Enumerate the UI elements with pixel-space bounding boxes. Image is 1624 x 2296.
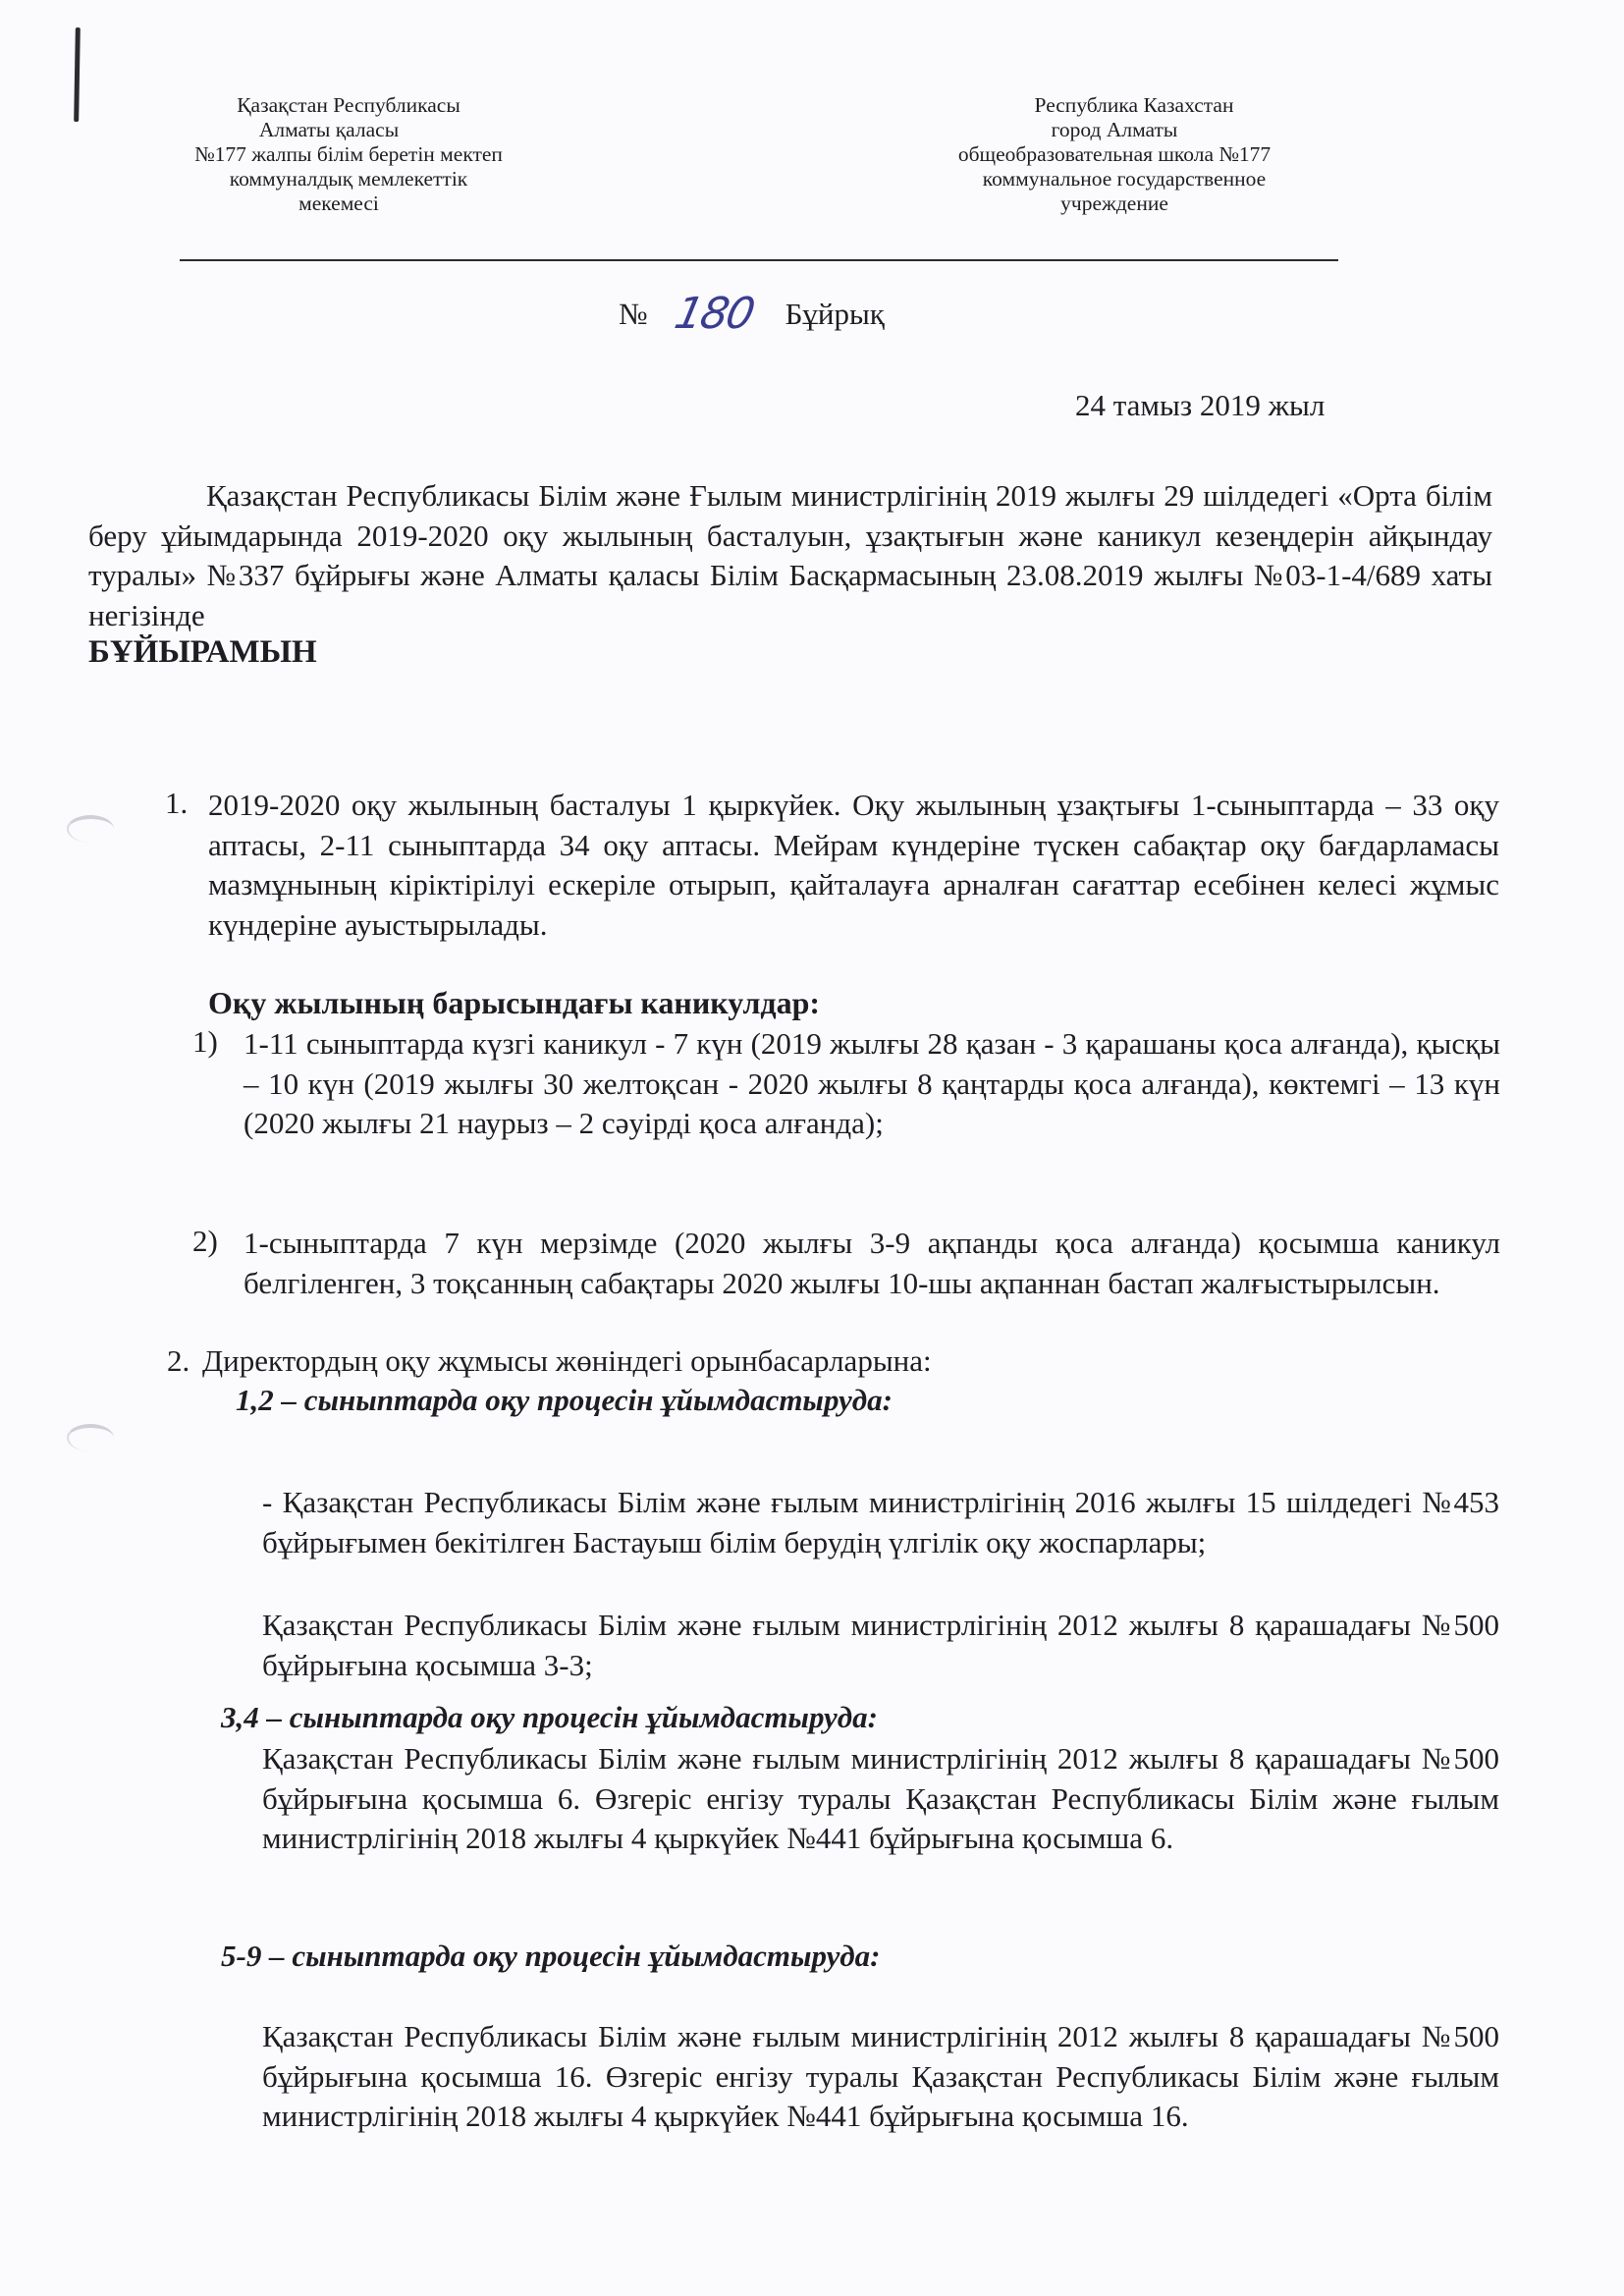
section-heading: 1,2 – сыныптарда оқу процесін ұйымдастыруда: (236, 1383, 893, 1417)
header-line: город Алматы (1051, 118, 1178, 141)
header-line: Алматы қаласы (258, 118, 400, 141)
item-2-text: Директордың оқу жұмысы жөніндегі орынбасарларына: (202, 1343, 932, 1378)
number-sign: № (619, 297, 648, 331)
item-number: 1. (165, 786, 189, 820)
preamble: Қазақстан Республикасы Білім және Ғылым министрлігінің 2019 жылғы 29 шілдедегі «Орта білім беру ұйымдарында 2019-2020 оқу жылының басталуын, ұзақтығын және каникул кезеңдерін айқындау туралы» №337 бұйрығы және Алматы қаласы Білім Басқармасының 23.08.2019 жылғы №03-1-4/689 хаты негізінде (88, 478, 1492, 632)
section-paragraph: Қазақстан Республикасы Білім және ғылым министрлігінің 2012 жылғы 8 қарашадағы №500 бұйрығына қосымша 3-3; (262, 1608, 1499, 1682)
header-line: Республика Казахстан (1034, 93, 1234, 117)
order-title (619, 289, 885, 339)
handwritten-order-number: 180 (670, 289, 758, 339)
header-kazakh (167, 93, 530, 216)
section-paragraph: Қазақстан Республикасы Білім және ғылым министрлігінің 2012 жылғы 8 қарашадағы №500 бұйрығына қосымша 16. Өзгеріс енгізу туралы Қазақстан Республикасы Білім және ғылым министрлігінің 2018 жылғы 4 қыркүйек №441 бұйрығына қосымша 16. (262, 2019, 1499, 2133)
section-paragraph: - Қазақстан Республикасы Білім және ғылым министрлігінің 2016 жылғы 15 шілдедегі №453 бұйрығымен бекітілген Бастауыш білім берудің үлгілік оқу жоспарлары; (262, 1485, 1499, 1559)
header-line: Қазақстан Республикасы (237, 93, 460, 117)
header-line: коммунальное государственное (982, 167, 1267, 191)
item-1-text: 2019-2020 оқу жылының басталуы 1 қыркүйек. Оқу жылының ұзақтығы 1-сыныптарда – 33 оқу аптасы, 2-11 сыныптарда 34 оқу аптасы. Мейрам күндеріне түскен сабақтар оқу бағдарламасы мазмұнының кіріктірілуі ескеріле отырып, қайталауға арналған сағаттар есебінен келесі жұмыс күндеріне ауыстырылады. (208, 788, 1499, 942)
section-heading: 3,4 – сыныптарда оқу процесін ұйымдастыруда: (221, 1700, 878, 1734)
header-line: коммуналдық мемлекеттік (229, 167, 468, 191)
vacation-heading: Оқу жылының барысындағы каникулдар: (208, 985, 821, 1020)
item-number: 2. (167, 1343, 190, 1378)
header-divider (180, 259, 1338, 261)
command-word: БҰЙЫРАМЫН (88, 634, 317, 670)
subitem-text: 1-сыныптарда 7 күн мерзімде (2020 жылғы 3-9 ақпанды қоса алғанда) қосымша каникул белгіленген, 3 тоқсанның сабақтары 2020 жылғы 10-шы ақпаннан бастап жалғыстырылсын. (244, 1226, 1500, 1300)
header-russian (918, 93, 1311, 216)
header-line: общеобразовательная школа №177 (957, 142, 1272, 166)
subitem-number: 2) (192, 1224, 218, 1258)
staple-mark (74, 27, 81, 122)
hole-punch-mark (67, 815, 114, 843)
header-line: учреждение (1060, 191, 1168, 215)
hole-punch-mark (67, 1424, 114, 1451)
header-line: мекемесі (298, 191, 379, 215)
subitem-text: 1-11 сыныптарда күзгі каникул - 7 күн (2019 жылғы 28 қазан - 3 қарашаны қоса алғанда), қысқы – 10 күн (2019 жылғы 30 желтоқсан - 2020 жылғы 8 қаңтарды қоса алғанда), көктемгі – 13 күн (2020 жылғы 21 наурыз – 2 сәуірді қоса алғанда); (244, 1026, 1500, 1140)
order-date: 24 тамыз 2019 жыл (1075, 388, 1326, 422)
section-paragraph: Қазақстан Республикасы Білім және ғылым министрлігінің 2012 жылғы 8 қарашадағы №500 бұйрығына қосымша 6. Өзгеріс енгізу туралы Қазақстан Республикасы Білім және ғылым министрлігінің 2018 жылғы 4 қыркүйек №441 бұйрығына қосымша 6. (262, 1741, 1499, 1855)
header-line: №177 жалпы білім беретін мектеп (194, 142, 503, 166)
subitem-number: 1) (192, 1024, 218, 1059)
order-title-text: Бұйрық (785, 297, 885, 331)
section-heading: 5-9 – сыныптарда оқу процесін ұйымдастыруда: (221, 1939, 881, 1973)
